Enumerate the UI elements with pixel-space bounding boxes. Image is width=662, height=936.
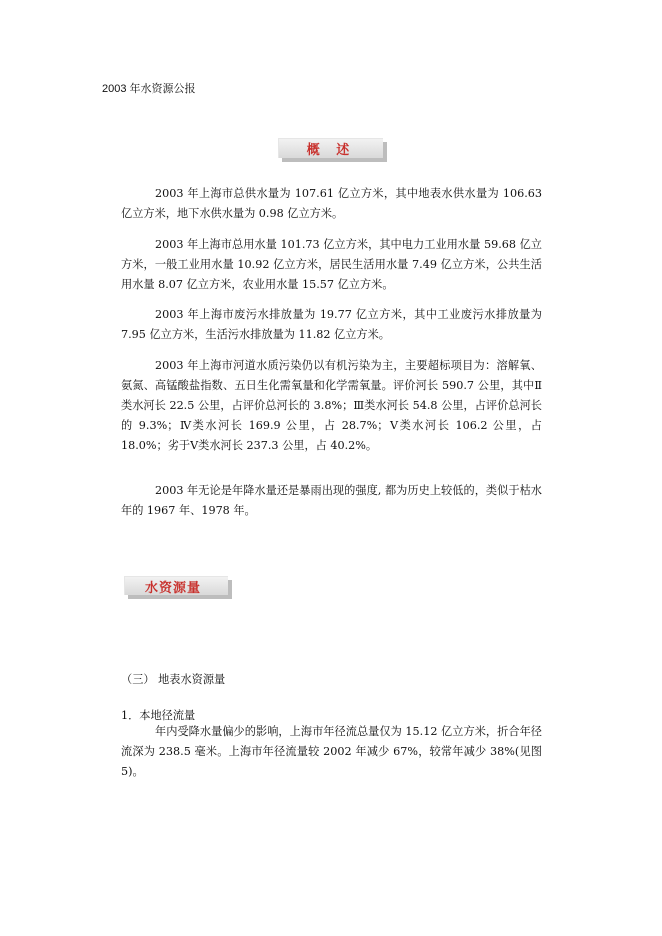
document-title: 2003 年水资源公报 [102,83,196,95]
overview-banner: 概 述 [278,138,383,158]
overview-paragraph-wastewater: 2003 年上海市废污水排放量为 19.77 亿立方米，其中工业废污水排放量为 7.95 亿立方米，生活污水排放量为 11.82 亿立方米。 [121,308,542,341]
overview-paragraph-usage: 2003 年上海市总用水量 101.73 亿立方米，其中电力工业用水量 59.68 亿立方米，一般工业用水量 10.92 亿立方米，居民生活用水量 7.49 亿立方米，公共生活用水量 8.07 亿立方米，农业用水量 15.57 亿立方米。 [121,238,542,291]
local-runoff-paragraph: 年内受降水量偏少的影响，上海市年径流总量仅为 15.12 亿立方米，折合年径流深为 238.5 毫米。上海市年径流量较 2002 年减少 67%，较常年减少 38%(见图 5)。 [121,725,542,778]
overview-paragraph-water-quality: 2003 年上海市河道水质污染仍以有机污染为主，主要超标项目为：溶解氧、氨氮、高锰酸盐指数、五日生化需氧量和化学需氧量。评价河长 590.7 公里，其中Ⅱ类水河长 22.5 公里，占评价总河长的 3.8%；Ⅲ类水河长 54.8 公里，占评价总河长的 9.3%；Ⅳ类水河长 169.9 公里，占 28.7%；Ⅴ类水河长 106.2 公里，占 18.0%；劣于Ⅴ类水河长 237.3 公里，占 40.2%。 [121,359,542,452]
surface-water-heading: （三） 地表水资源量 [121,673,226,686]
overview-paragraph-rainfall: 2003 年无论是年降水量还是暴雨出现的强度, 都为历史上较低的，类似于枯水年的 1967 年、1978 年。 [121,484,542,517]
local-runoff-heading: 1．本地径流量 [121,709,196,722]
overview-paragraph-supply: 2003 年上海市总供水量为 107.61 亿立方米，其中地表水供水量为 106.63 亿立方米，地下水供水量为 0.98 亿立方米。 [121,187,542,220]
water-resources-banner: 水资源量 [124,576,228,595]
